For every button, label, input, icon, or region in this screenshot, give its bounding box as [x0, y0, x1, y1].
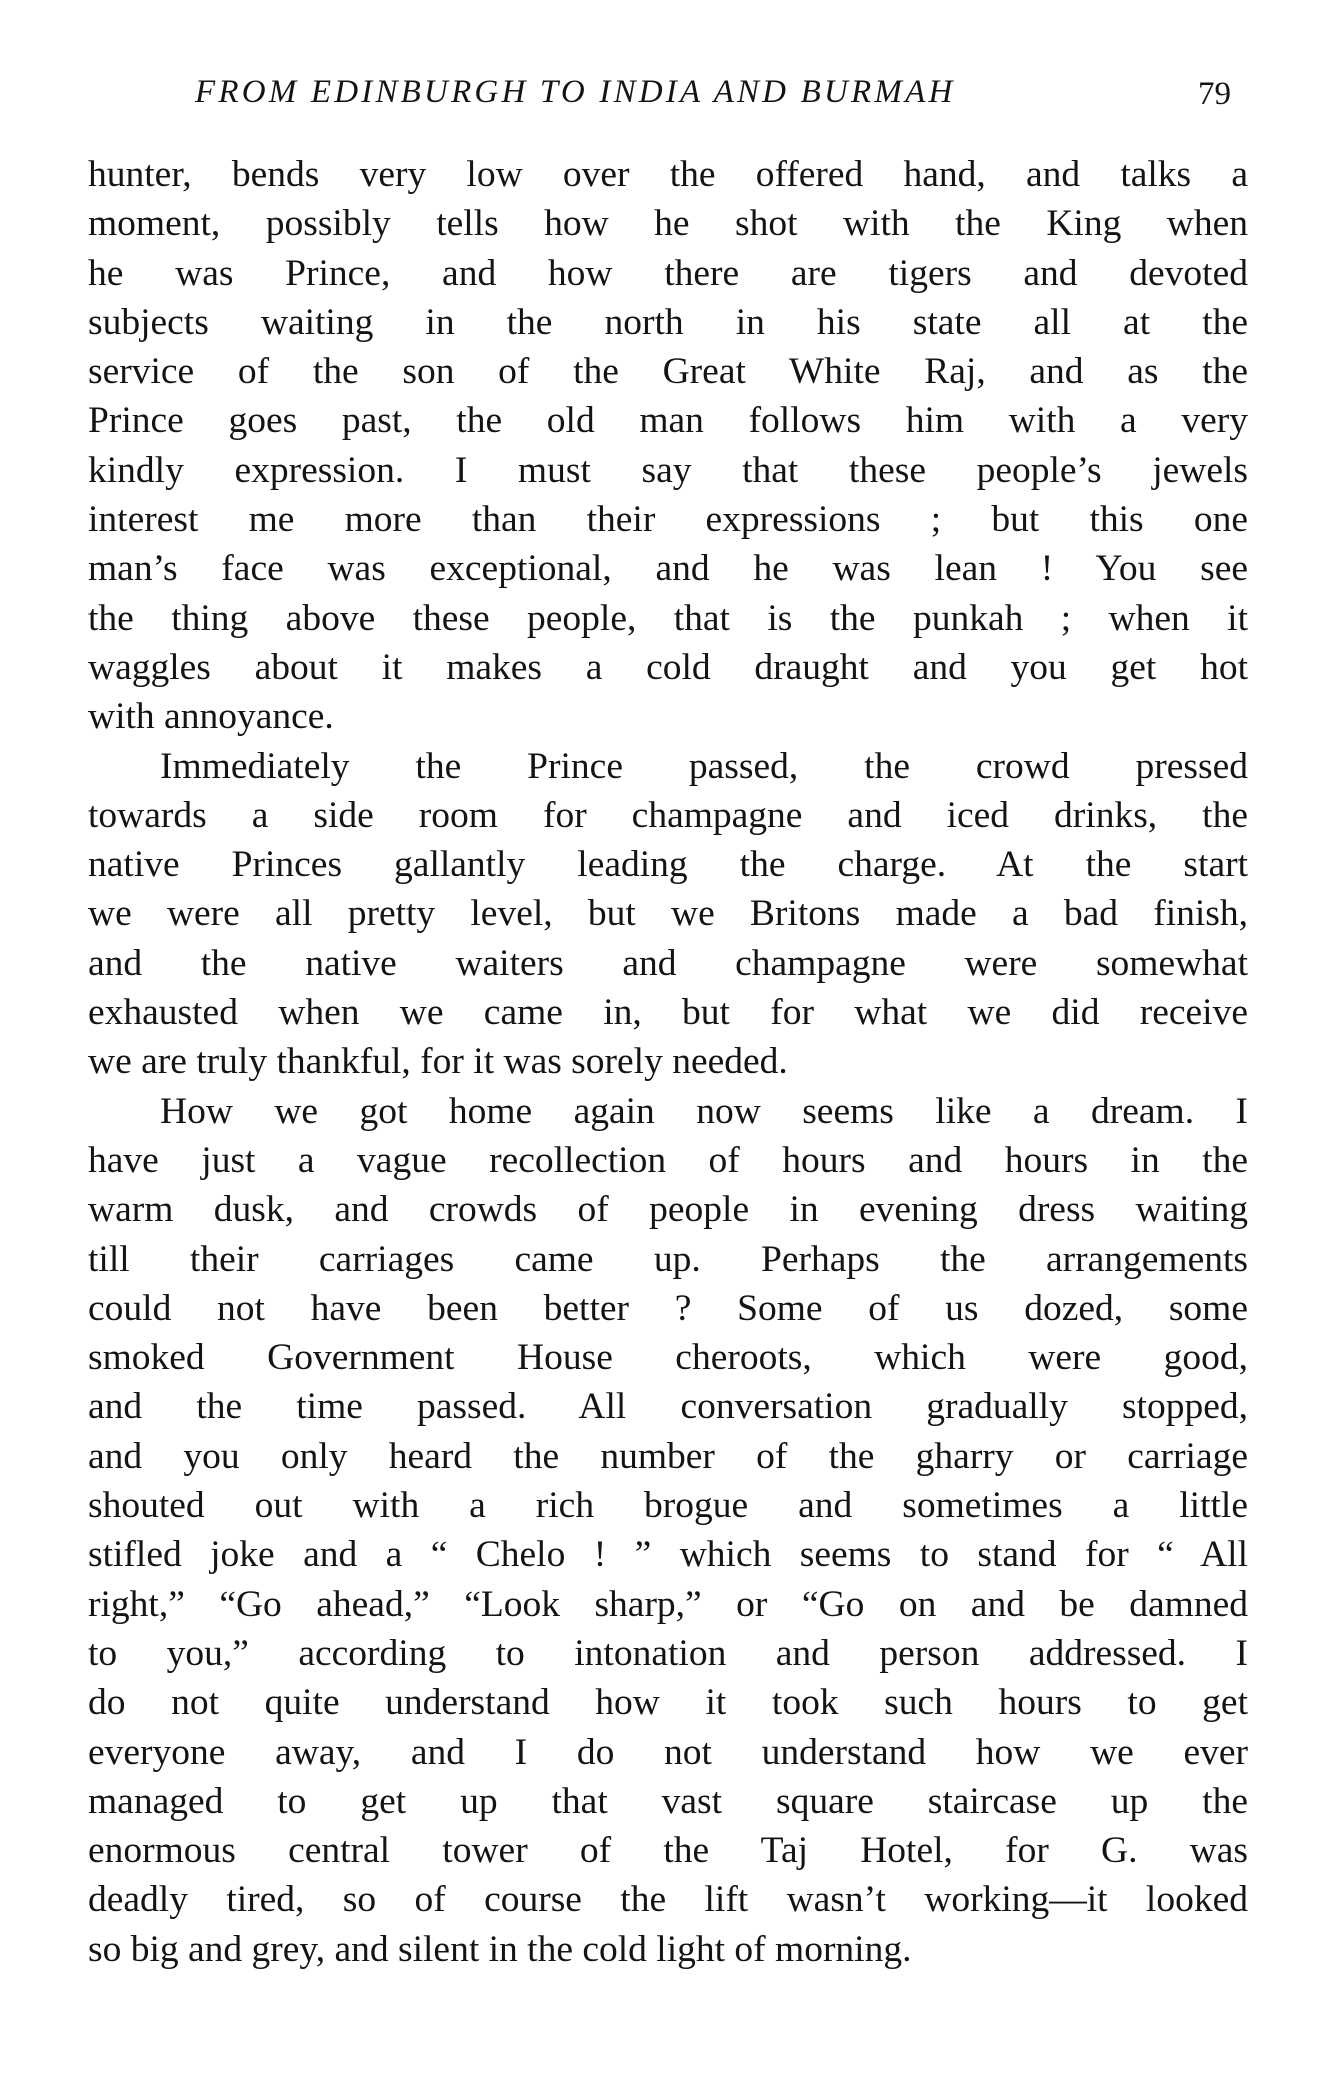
text-line: till their carriages came up. Perhaps the arrangements	[88, 1238, 1248, 1280]
text-line: interest me more than their expressions ; but this one	[88, 499, 1248, 541]
text-line: subjects waiting in the north in his state all at the	[88, 301, 1248, 343]
text-line: with annoyance.	[88, 696, 334, 738]
text-line: exhausted when we came in, but for what we did receive	[88, 992, 1248, 1034]
text-line: managed to get up that vast square staircase up the	[88, 1780, 1248, 1822]
running-head	[0, 74, 1320, 118]
text-line: service of the son of the Great White Raj, and as the	[88, 351, 1248, 393]
text-line: everyone away, and I do not understand how we ever	[88, 1731, 1248, 1773]
text-line: deadly tired, so of course the lift wasn’t working—it looked	[88, 1879, 1248, 1921]
text-line: man’s face was exceptional, and he was lean ! You see	[88, 548, 1248, 590]
text-line: to you,” according to intonation and person addressed. I	[88, 1632, 1248, 1674]
paragraph-1	[88, 150, 1248, 742]
text-line: so big and grey, and silent in the cold light of morning.	[88, 1928, 912, 1970]
text-line: moment, possibly tells how he shot with the King when	[88, 203, 1248, 245]
text-line: could not have been better ? Some of us dozed, some	[88, 1287, 1248, 1329]
text-line: native Princes gallantly leading the charge. At the start	[88, 844, 1248, 886]
text-line: enormous central tower of the Taj Hotel, for G. was	[88, 1830, 1248, 1872]
text-line: right,” “Go ahead,” “Look sharp,” or “Go on and be damned	[88, 1583, 1248, 1625]
paragraph-3	[88, 1087, 1248, 1974]
running-title: FROM EDINBURGH TO INDIA AND BURMAH	[195, 74, 956, 110]
text-line: the thing above these people, that is the punkah ; when it	[88, 597, 1248, 639]
text-line: do not quite understand how it took such hours to get	[88, 1682, 1248, 1724]
body-text	[88, 150, 1248, 1974]
text-line: shouted out with a rich brogue and sometimes a little	[88, 1485, 1248, 1527]
text-line: hunter, bends very low over the offered hand, and talks a	[88, 154, 1248, 195]
text-line: and you only heard the number of the gharry or carriage	[88, 1435, 1248, 1477]
text-line: warm dusk, and crowds of people in evening dress waiting	[88, 1189, 1248, 1231]
text-line: we are truly thankful, for it was sorely needed.	[88, 1041, 788, 1083]
text-line: Immediately the Prince passed, the crowd pressed	[160, 745, 1248, 787]
text-line: smoked Government House cheroots, which were good,	[88, 1337, 1248, 1379]
page-number: 79	[1198, 76, 1231, 112]
paragraph-2	[88, 742, 1248, 1087]
text-line: Prince goes past, the old man follows him with a very	[88, 400, 1248, 442]
text-line: and the time passed. All conversation gradually stopped,	[88, 1386, 1248, 1428]
text-line: waggles about it makes a cold draught and you get hot	[88, 646, 1248, 688]
text-line: towards a side room for champagne and iced drinks, the	[88, 794, 1248, 836]
text-line: kindly expression. I must say that these people’s jewels	[88, 449, 1248, 491]
text-line: and the native waiters and champagne were somewhat	[88, 942, 1248, 984]
text-line: have just a vague recollection of hours and hours in the	[88, 1139, 1248, 1181]
text-line: we were all pretty level, but we Britons made a bad finish,	[88, 893, 1248, 935]
text-line: stifled joke and a “ Chelo ! ” which seems to stand for “ All	[88, 1534, 1248, 1576]
text-line: How we got home again now seems like a dream. I	[160, 1090, 1248, 1132]
text-line: he was Prince, and how there are tigers and devoted	[88, 252, 1248, 294]
